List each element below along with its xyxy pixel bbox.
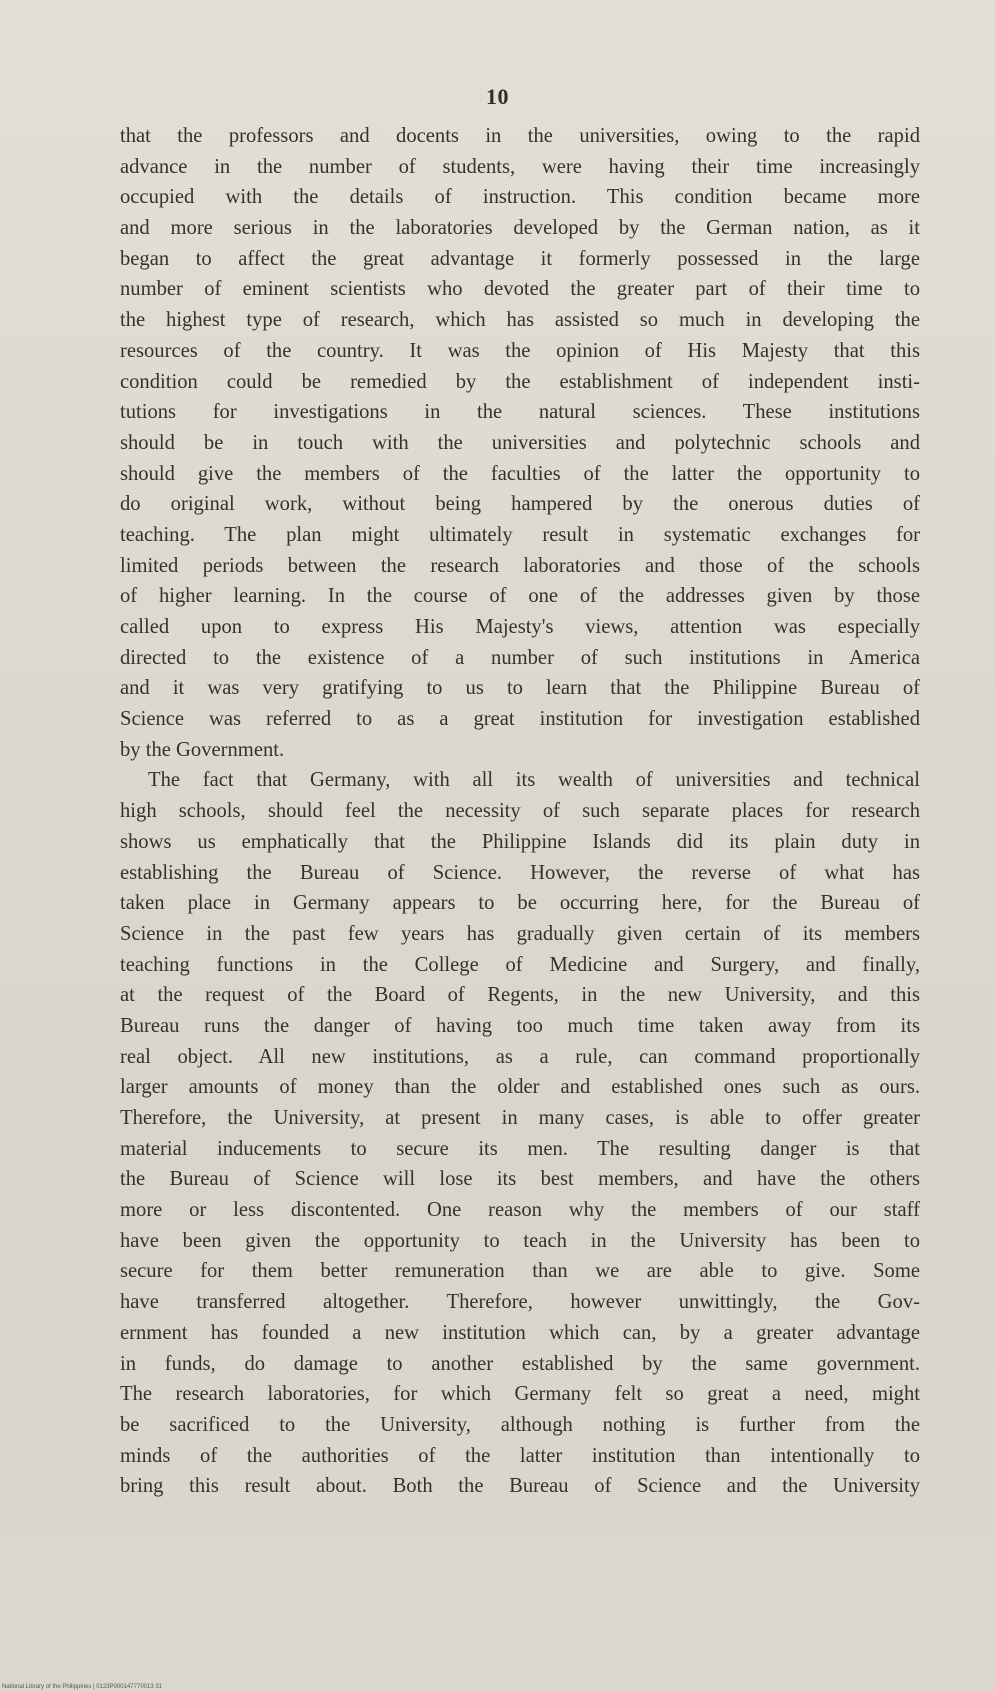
text-line: of higher learning. In the course of one of the addresses given by those <box>120 585 920 608</box>
text-line: number of eminent scientists who devoted the greater part of their time to <box>120 278 920 301</box>
text-line: The fact that Germany, with all its wealth of universities and technical <box>148 769 920 792</box>
text-line: have transferred altogether. Therefore, however unwittingly, the Gov- <box>120 1291 920 1314</box>
page-number: 10 <box>486 84 509 109</box>
text-line: taken place in Germany appears to be occurring here, for the Bureau of <box>120 892 920 915</box>
text-line: the highest type of research, which has assisted so much in developing the <box>120 309 920 332</box>
text-line: that the professors and docents in the universities, owing to the rapid <box>120 125 920 147</box>
text-line: by the Government. <box>120 738 285 761</box>
footer-note: National Library of the Philippines | 0123P000147770013 31 <box>2 1684 163 1690</box>
text-line: establishing the Bureau of Science. However, the reverse of what has <box>120 861 920 884</box>
text-line: high schools, should feel the necessity of such separate places for research <box>120 800 920 823</box>
text-line: teaching functions in the College of Medicine and Surgery, and finally, <box>120 953 920 976</box>
text-line: limited periods between the research laboratories and those of the schools <box>120 554 920 577</box>
text-line: and more serious in the laboratories developed by the German nation, as it <box>120 217 920 240</box>
text-line: in funds, do damage to another established by the same government. <box>120 1352 920 1375</box>
text-line: ernment has founded a new institution which can, by a greater advantage <box>120 1321 920 1344</box>
text-line: condition could be remedied by the establishment of independent insti- <box>120 370 920 393</box>
body-text <box>120 121 920 1502</box>
text-line: tutions for investigations in the natural sciences. These institutions <box>120 401 920 424</box>
paragraph-2 <box>120 765 920 1502</box>
text-line: shows us emphatically that the Philippine Islands did its plain duty in <box>120 830 920 853</box>
text-line: advance in the number of students, were having their time increasingly <box>120 155 920 178</box>
text-line: began to affect the great advantage it formerly possessed in the large <box>120 247 920 270</box>
text-line: Bureau runs the danger of having too much time taken away from its <box>120 1014 920 1037</box>
text-line: secure for them better remuneration than we are able to give. Some <box>120 1260 920 1283</box>
text-line: be sacrificed to the University, although nothing is further from the <box>120 1413 920 1436</box>
text-line: occupied with the details of instruction. This condition became more <box>120 186 920 209</box>
text-line: resources of the country. It was the opinion of His Majesty that this <box>120 339 920 362</box>
text-line: teaching. The plan might ultimately result in systematic exchanges for <box>120 523 920 546</box>
text-line: Science was referred to as a great institution for investigation established <box>120 708 920 731</box>
text-line: minds of the authorities of the latter institution than intentionally to <box>120 1444 920 1467</box>
text-line: have been given the opportunity to teach in the University has been to <box>120 1229 920 1252</box>
text-line: Therefore, the University, at present in many cases, is able to offer greater <box>120 1107 920 1129</box>
text-line: should give the members of the faculties of the latter the opportunity to <box>120 462 920 485</box>
text-line: at the request of the Board of Regents, in the new University, and this <box>120 984 920 1007</box>
text-line: and it was very gratifying to us to learn that the Philippine Bureau of <box>120 677 920 700</box>
text-line: more or less discontented. One reason why the members of our staff <box>120 1199 920 1222</box>
text-line: real object. All new institutions, as a rule, can command proportionally <box>120 1045 920 1068</box>
text-line: should be in touch with the universities and polytechnic schools and <box>120 431 920 454</box>
text-line: Science in the past few years has gradually given certain of its members <box>120 922 920 945</box>
text-line: do original work, without being hampered by the onerous duties of <box>120 493 920 516</box>
text-line: The research laboratories, for which Germany felt so great a need, might <box>120 1383 920 1406</box>
text-line: material inducements to secure its men. The resulting danger is that <box>120 1137 920 1160</box>
text-line: larger amounts of money than the older and established ones such as ours. <box>120 1076 920 1099</box>
paragraph-1 <box>120 121 920 765</box>
text-line: bring this result about. Both the Bureau of Science and the University <box>120 1475 920 1498</box>
text-line: called upon to express His Majesty's views, attention was especially <box>120 616 920 638</box>
text-line: the Bureau of Science will lose its best members, and have the others <box>120 1168 920 1191</box>
text-line: directed to the existence of a number of such institutions in America <box>120 646 920 669</box>
